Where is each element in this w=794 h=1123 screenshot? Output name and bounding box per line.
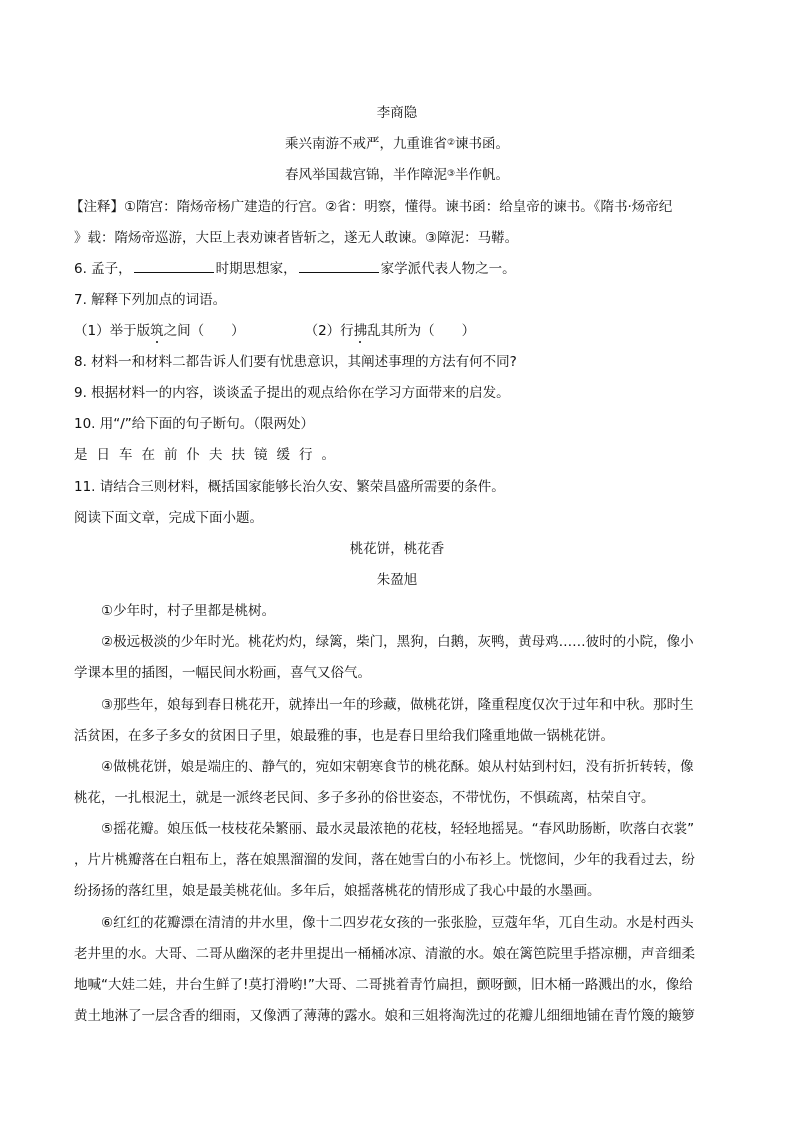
- notes-line-1: 【注释】①隋宫：隋炀帝杨广建造的行宫。②省：明察，懂得。谏书函：给皇帝的谏书。《隋书·炀帝纪: [70, 199, 673, 215]
- paragraph-5-line-3: 纷扬扬的落红里，娘是最美桃花仙。多年后，娘摇落桃花的情形成了我心中最的水墨画。: [74, 883, 601, 899]
- paragraph-5-line-1: ⑤摇花瓣。娘压低一枝枝花朵繁丽、最水灵最浓艳的花枝，轻轻地摇晃。“春风助肠断，吹落白衣裳”: [101, 821, 695, 837]
- paragraph-1: ①少年时，村子里都是桃树。: [101, 603, 276, 619]
- poem-author: 李商隐: [376, 105, 418, 121]
- question-11: 11. 请结合三则材料，概括国家能够长治久安、繁荣昌盛所需要的条件。: [74, 479, 505, 495]
- article-title: 桃花饼，桃花香: [349, 541, 445, 557]
- paragraph-4-line-1: ④做桃花饼，娘是端庄的、静气的，宛如宋朝寒食节的桃花酥。娘从村姑到村妇，没有折折转转，像: [101, 759, 694, 775]
- paragraph-3-line-1: ③那些年，娘每到春日桃花开，就捧出一年的珍藏，做桃花饼，隆重程度仅次于过年和中秋。那时生: [101, 697, 694, 713]
- answer-blank-2[interactable]: [299, 260, 379, 273]
- paragraph-6-line-2: 老井里的水。大哥、二哥从幽深的老井里提出一桶桶冰凉、清澈的水。娘在篱笆院里手搭凉棚，声音细柔: [74, 946, 695, 962]
- paragraph-6-line-4: 黄土地淋了一层含香的细雨，又像洒了薄薄的露水。娘和三姐将淘洗过的花瓣儿细细地铺在青竹篾的簸箩: [74, 1008, 695, 1024]
- question-9: 9. 根据材料一的内容，谈谈孟子提出的观点给你在学习方面带来的启发。: [74, 385, 510, 401]
- paragraph-2-line-2: 学课本里的插图，一幅民间水粉画，喜气又俗气。: [74, 665, 371, 681]
- paragraph-6-line-3: 地喊“大娃二娃，井台生鲜了!莫打滑哟!”大哥、二哥挑着青竹扁担，颤呀颤，旧木桶一路溅出的水，像给: [74, 977, 693, 993]
- reading-instruction: 阅读下面文章，完成下面小题。: [74, 510, 263, 526]
- poem-line-1: 乘兴南游不戒严，九重谁省②谏书函。: [284, 136, 510, 152]
- paragraph-5-line-2: ，片片桃瓣落在白粗布上，落在娘黑溜溜的发间，落在她雪白的小布衫上。恍惚间，少年的我看过去，纷: [74, 852, 695, 868]
- question-10-sentence: 是日车在前仆夫扶镜缓行。: [74, 447, 344, 463]
- poem-line-2: 春风举国裁宫锦，半作障泥③半作帆。: [284, 167, 510, 183]
- article-author: 朱盈旭: [376, 572, 418, 588]
- question-10: 10. 用“/”给下面的句子断句。（限两处）: [74, 416, 315, 432]
- question-8: 8. 材料一和材料二都告诉人们要有忧患意识，其阐述事理的方法有何不同?: [74, 354, 517, 370]
- paragraph-6-line-1: ⑥红红的花瓣漂在清清的井水里，像十二四岁花女孩的一张张脸，豆蔻年华，兀自生动。水是村西头: [101, 915, 694, 931]
- dotted-char-2: 拂: [353, 323, 368, 339]
- paragraph-4-line-2: 桃花，一扎根泥土，就是一派终老民间、多子多孙的俗世姿态，不带忧伤，不惧疏离，枯荣自守。: [74, 790, 655, 806]
- question-7: 7. 解释下列加点的词语。: [74, 292, 227, 308]
- paragraph-3-line-2: 活贫困，在多子多女的贫困日子里，娘最雅的事，也是春日里给我们隆重地做一锅桃花饼。: [74, 728, 614, 744]
- note-mark-3: ③: [446, 169, 456, 179]
- question-6: 6. 孟子， 时期思想家， 家学派代表人物之一。: [74, 261, 516, 277]
- question-7-items: （1）举于版筑之间（ ） （2）行拂乱其所为（ ）: [74, 323, 476, 339]
- paragraph-2-line-1: ②极远极淡的少年时光。桃花灼灼，绿篱，柴门，黑狗，白鹅，灰鸭，黄母鸡……彼时的小院，像小: [101, 634, 694, 650]
- dotted-char-1: 筑: [150, 323, 164, 339]
- notes-line-2: 》载：隋炀帝巡游，大臣上表劝谏者皆斩之，遂无人敢谏。③障泥：马鞯。: [74, 230, 519, 246]
- note-mark-2: ②: [446, 138, 456, 148]
- answer-blank-1[interactable]: [134, 260, 214, 273]
